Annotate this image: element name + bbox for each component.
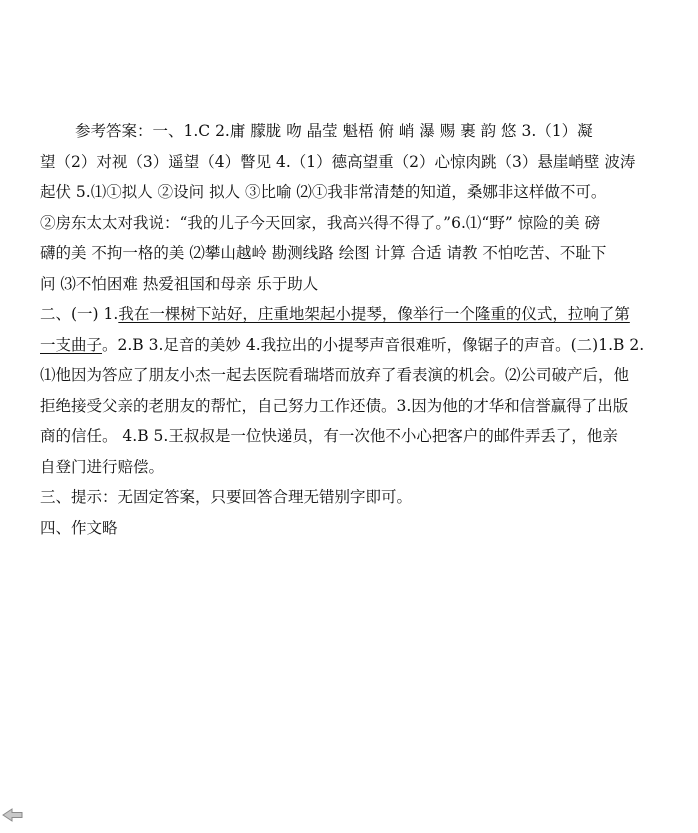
answer-line-3: 起伏 5.⑴①拟人 ②设问 拟人 ③比喻 ⑵①我非常清楚的知道，桑娜非这样做不可。 <box>40 183 607 201</box>
section2-line-3: ⑴他因为答应了朋友小杰一起去医院看瑞塔而放弃了看表演的机会。⑵公司破产后，他 <box>40 366 630 384</box>
section2-line-6: 自登门进行赔偿。 <box>40 457 165 476</box>
answer-line-2: 望（2）对视（3）遥望（4）瞥见 4.（1）德高望重（2）心惊肉跳（3）悬崖峭壁 波涛 <box>40 152 636 171</box>
section2-line-5: 商的信任。 4.B 5.王叔叔是一位快递员，有一次他不小心把客户的邮件弄丢了，他亲 <box>40 427 618 445</box>
left-arrow-icon[interactable] <box>2 807 24 821</box>
answer-line-5: 礴的美 不拘一格的美 ⑵攀山越岭 勘测线路 绘图 计算 合适 请教 不怕吃苦、不耻下 <box>40 244 607 262</box>
answer-line-6: 问 ⑶不怕困难 热爱祖国和母亲 乐于助人 <box>40 274 319 293</box>
section2-line-4: 拒绝接受父亲的老朋友的帮忙，自己努力工作还债。3.因为他的才华和信誉赢得了出版 <box>40 396 629 415</box>
section2-line-2-rest: 。2.B 3.足音的美妙 4.我拉出的小提琴声音很难听，像锯子的声音。(二)1.B 2. <box>102 335 645 354</box>
section2-line-1 <box>40 299 665 330</box>
section2-line-2 <box>40 330 665 361</box>
answer-line-1: 参考答案：一、1.C 2.庸 朦胧 吻 晶莹 魁梧 俯 峭 瀑 赐 裹 韵 悠 3.（1）凝 <box>75 122 593 140</box>
underlined-answer-end: 一支曲子 <box>40 335 103 354</box>
answer-document <box>40 116 665 543</box>
section4-line: 四、作文略 <box>40 518 118 537</box>
underlined-answer: 我在一棵树下站好，庄重地架起小提琴，像举行一个隆重的仪式，拉响了第 <box>118 305 630 323</box>
answer-line-4: ②房东太太对我说：“我的儿子今天回家，我高兴得不得了。”6.⑴“野” 惊险的美 磅 <box>40 213 601 232</box>
section3-line: 三、提示：无固定答案，只要回答合理无错别字即可。 <box>40 488 413 506</box>
section2-prefix: 二、(一) 1. <box>40 305 119 323</box>
